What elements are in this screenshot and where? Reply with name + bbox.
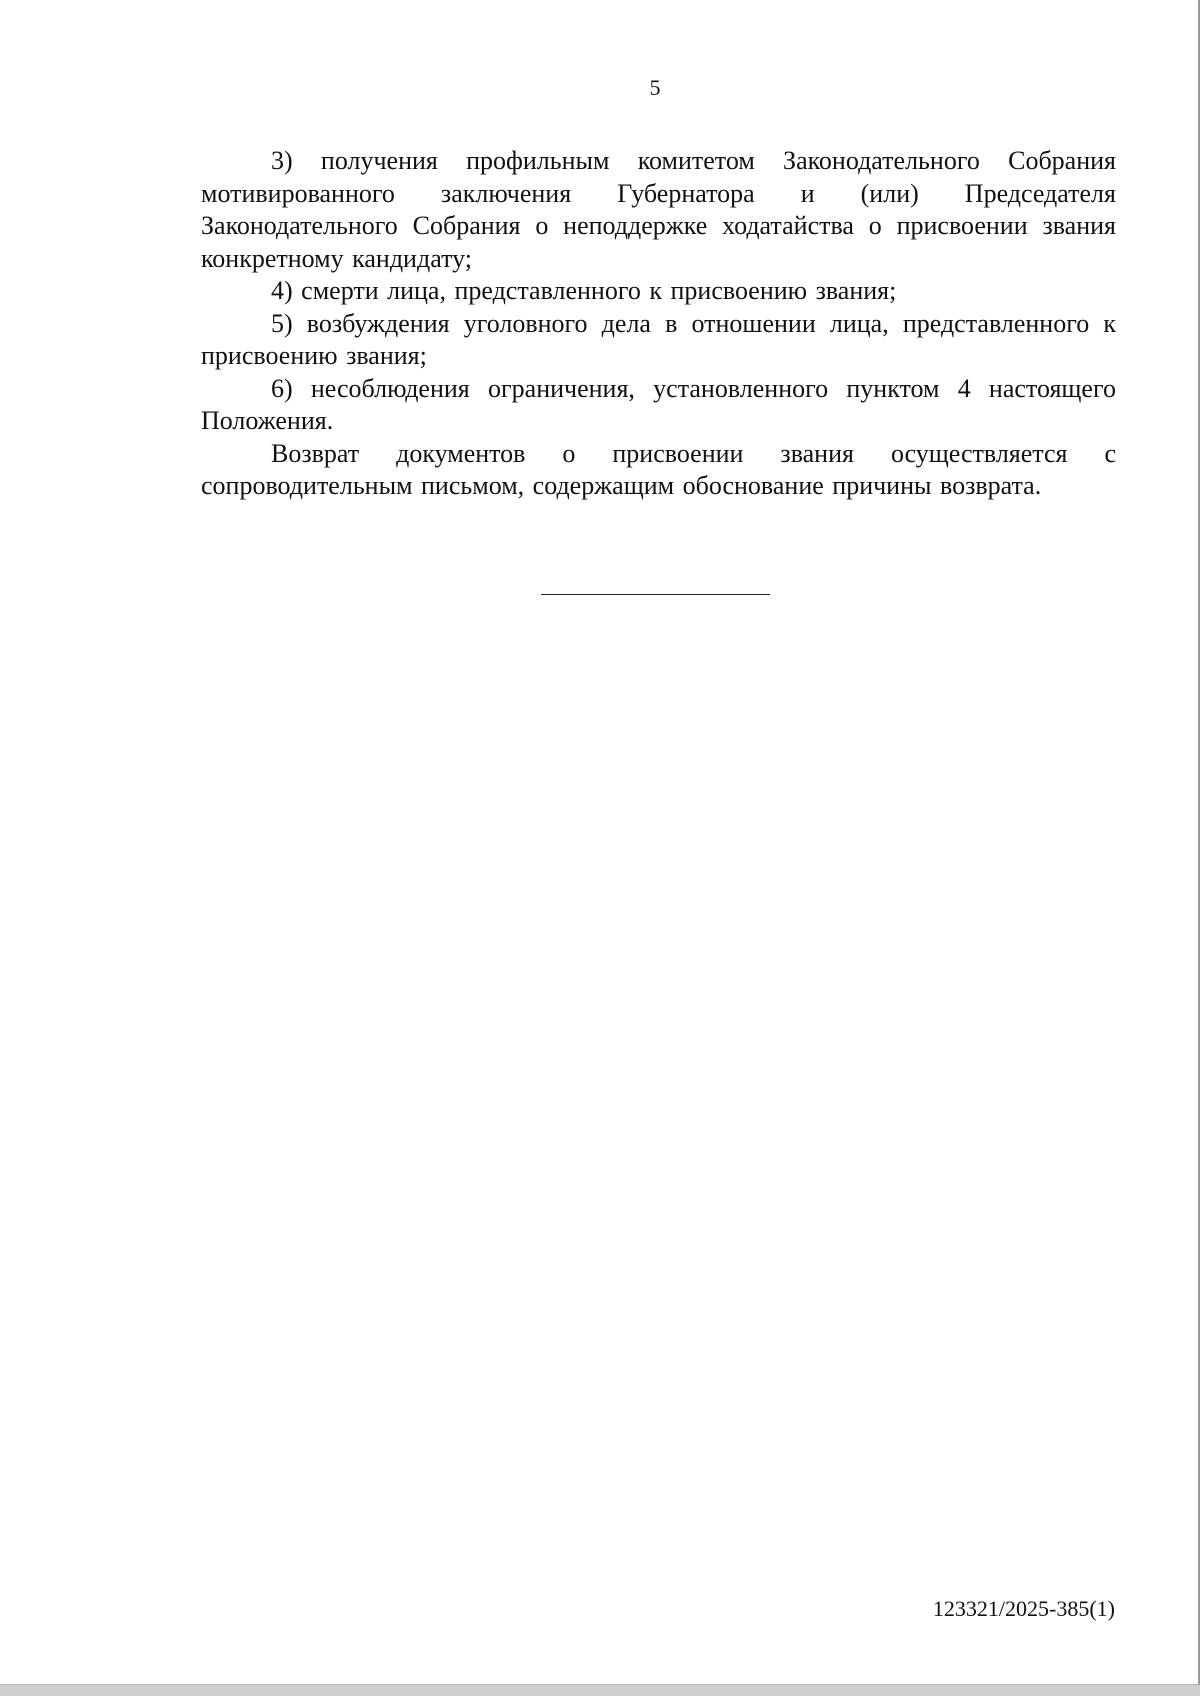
- page-number: 5: [649, 75, 661, 100]
- paragraph-item-3: 3) получения профильным комитетом Законодательного Собрания мотивированного заключения Губернатора и (или) Председателя Законодательного Собрания о неподдержке ходатайства о присвоении звания конкретному кандидату;: [201, 146, 1116, 273]
- document-registration-number: 123321/2025-385(1): [932, 1596, 1115, 1621]
- paragraph-item-6: 6) несоблюдения ограничения, установленного пунктом 4 настоящего Положения.: [201, 373, 1116, 435]
- paragraph-item-4: 4) смерти лица, представленного к присвоению звания;: [271, 276, 897, 305]
- document-body: [201, 145, 1116, 503]
- paragraph-return-documents: Возврат документов о присвоении звания осуществляется с сопроводительным письмом, содержащим обоснование причины возврата.: [201, 438, 1116, 500]
- paragraph-item-5: 5) возбуждения уголовного дела в отношении лица, представленного к присвоению звания;: [201, 308, 1116, 370]
- end-separator-line: [541, 594, 770, 595]
